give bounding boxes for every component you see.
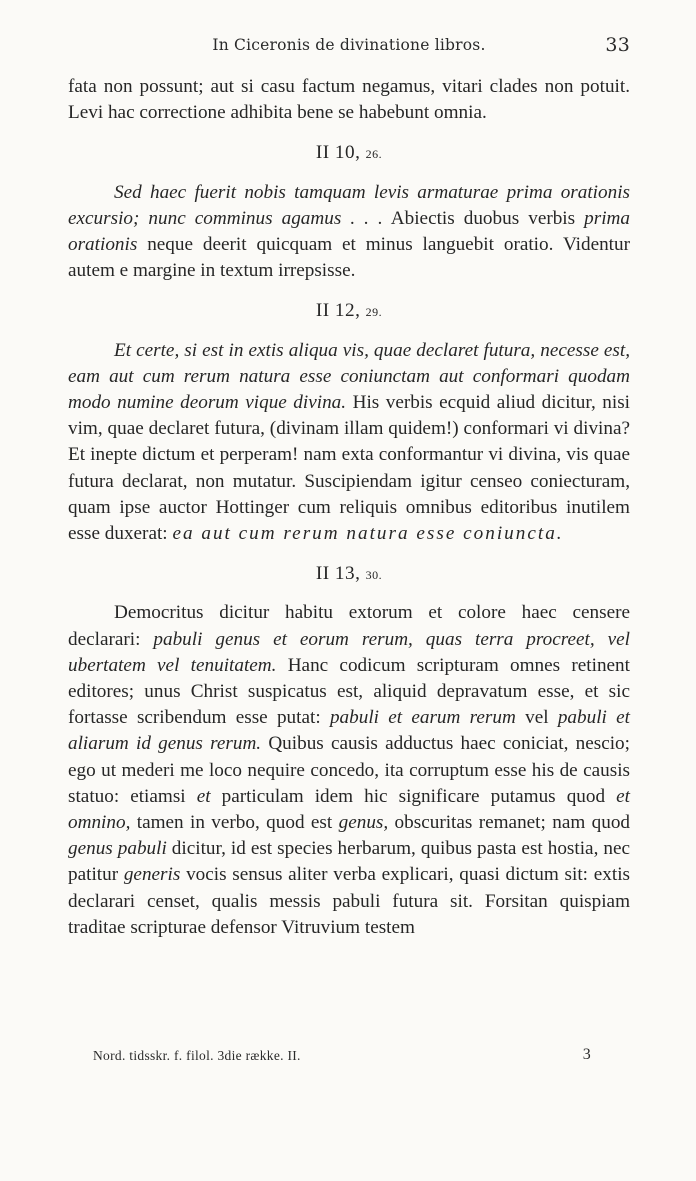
paragraph-text: Quibus causis adductus haec coniciat, nescio; ego ut mederi me loco nequire concedo, ita corruptum esse his de causis statuo: etiamsi: [68, 733, 630, 807]
signature-mark: 3: [582, 1046, 591, 1063]
page-number: 33: [605, 34, 630, 56]
paragraph-text: Democritus dicitur habitu extorum et colore haec censere declarari:: [68, 602, 630, 650]
paragraph-text: His verbis ecquid aliud dicitur, nisi vim, quae declaret futura, (divinam illam quidem!) conformari vi divina? Et inepte dictum et perperam! nam exta conformantur vi divina, vis quae futura declarat, non mutatur. Suscipiendam igitur censeo coniecturam, quam ipse auctor Hottinger cum reliquis omnibus editoribus inutilem esse duxerat:: [68, 392, 630, 545]
paragraph-4: [68, 600, 630, 941]
footer: [93, 1046, 623, 1068]
paragraph-3: [68, 338, 630, 548]
quotation: prima orationis: [68, 207, 630, 256]
quotation: pabuli et aliarum id genus rerum.: [68, 707, 630, 755]
reference-2-section: 29.: [365, 305, 383, 320]
paragraph-text: dicitur, id est species herbarum, quibus pasta est hostia, nec patitur: [68, 838, 630, 886]
paragraph-text: obscuritas remanet; nam quod: [388, 812, 631, 834]
paragraph-text: Hanc codicum scripturam omnes retinent editores; unus Christ suspicatus est, aliquid depravatum esse, et sic fortasse scribendum esse putat:: [68, 654, 630, 729]
emendation: ea aut cum rerum natura esse coniuncta.: [172, 523, 564, 545]
quotation: et: [196, 785, 211, 807]
paragraph-text: vel: [515, 707, 558, 729]
paragraph-text: vocis sensus aliter verba explicari, quasi dictum sit: extis declarari censet, qualis messis pabuli futura sit. Forsitan quispiam traditae scripturae defensor Vitruvium testem: [68, 864, 630, 938]
paragraph-1-text: fata non possunt; aut si casu factum negamus, vitari clades non potuit. Levi hac correctione adhibita bene se habebunt omnia.: [68, 76, 630, 124]
quotation: et omnino,: [68, 785, 630, 834]
running-head: [68, 34, 630, 58]
reference-heading-3: [68, 561, 630, 588]
reference-heading-2: [68, 298, 630, 325]
reference-heading-1: [68, 140, 630, 167]
quotation: pabuli et earum rerum: [329, 707, 516, 729]
reference-1-section: 26.: [365, 147, 383, 162]
reference-1-main: II 10,: [315, 142, 361, 164]
paragraph-text: particulam idem hic significare putamus quod: [210, 785, 617, 807]
reference-2-main: II 12,: [315, 300, 361, 322]
body-text: [68, 74, 630, 941]
paragraph-text: tamen in verbo, quod est: [130, 812, 339, 834]
running-title: In Ciceronis de divinatione libros.: [212, 36, 486, 54]
reference-3-main: II 13,: [315, 563, 361, 585]
quotation: genus,: [338, 812, 389, 834]
paragraph-text: Abiectis duobus verbis: [382, 207, 585, 229]
reference-3-section: 30.: [365, 568, 383, 583]
quotation: genus pabuli: [68, 838, 167, 860]
paragraph-text: neque deerit quicquam et minus languebit oratio. Videntur autem e margine in textum irrepsisse.: [68, 234, 630, 282]
quotation: generis: [123, 864, 181, 886]
quotation: pabuli genus et eorum rerum, quas terra procreet, vel ubertatem vel tenuitatem.: [68, 628, 630, 676]
quotation: Sed haec fuerit nobis tamquam levis armaturae prima orationis excursio; nunc comminus agamus . . .: [68, 181, 630, 229]
paragraph-1: [68, 74, 630, 126]
quotation: Et certe, si est in extis aliqua vis, quae declaret futura, necesse est, eam aut cum rerum natura esse coniunctam aut conformari quodam modo numine deorum vique divina.: [68, 339, 630, 414]
footer-imprint: Nord. tidsskr. f. filol. 3die række. II.: [93, 1048, 301, 1063]
paragraph-2: [68, 180, 630, 285]
